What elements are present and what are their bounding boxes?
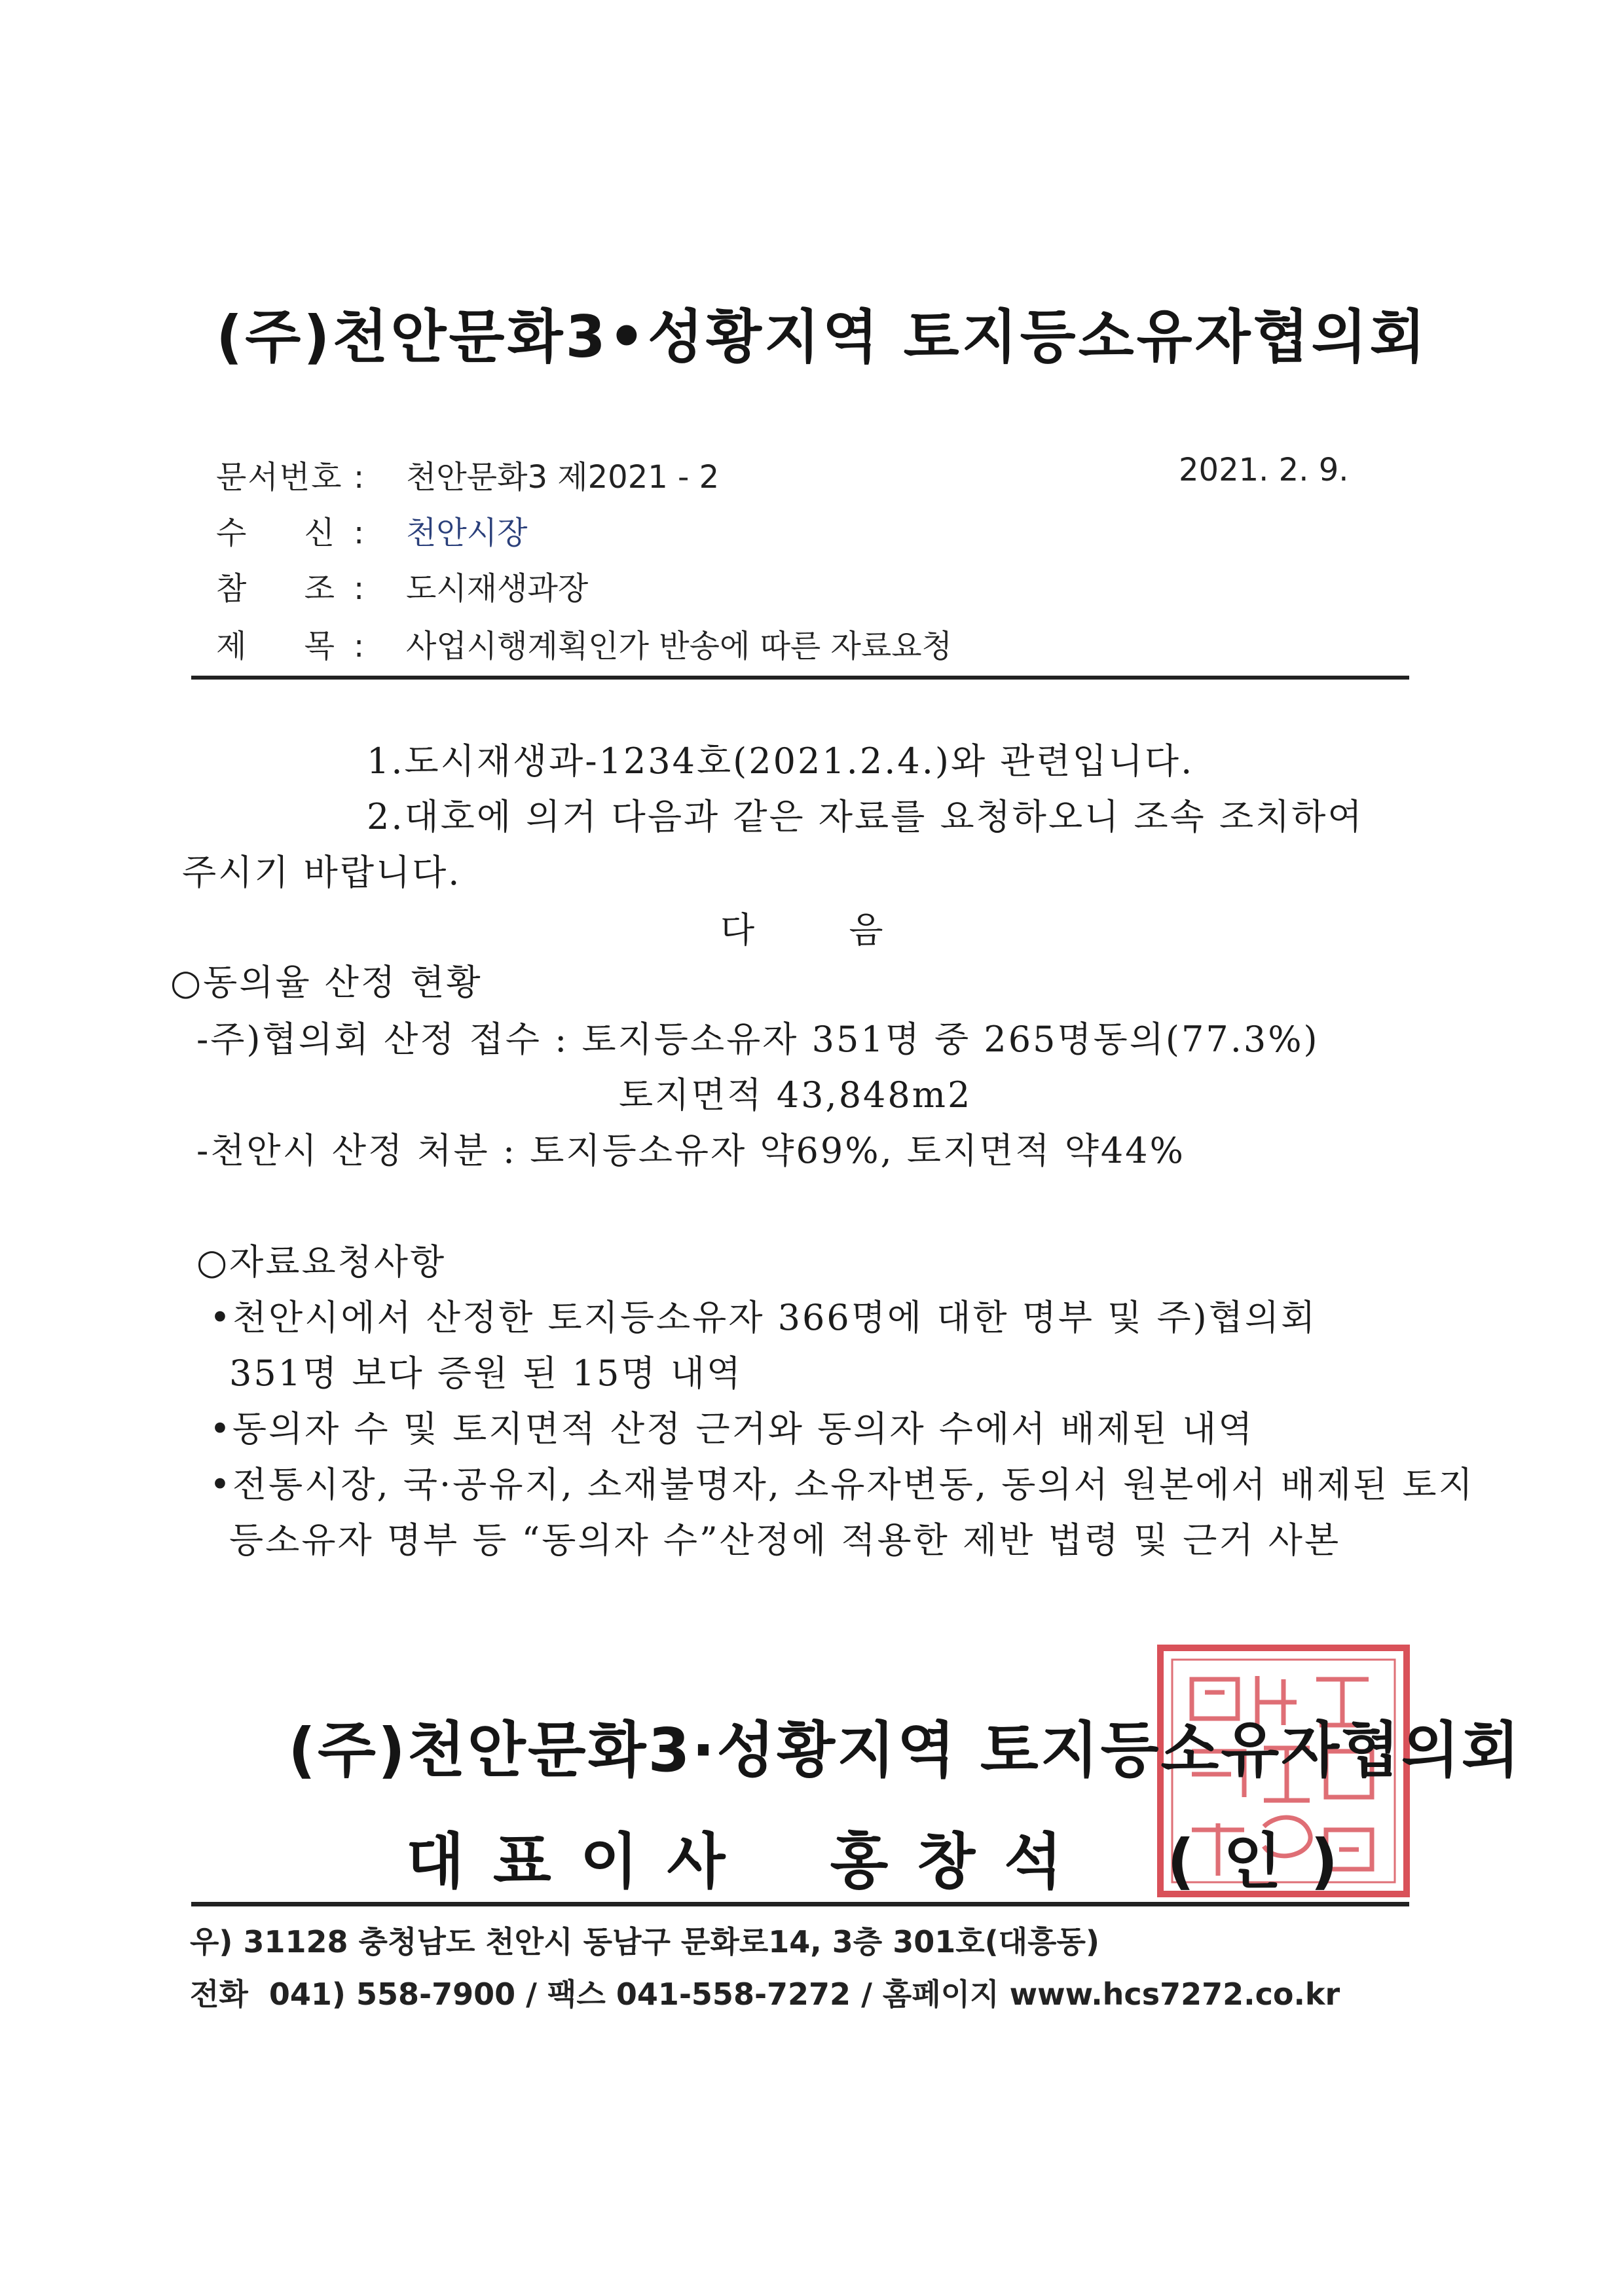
- request-item-1-line-1: •천안시에서 산정한 토지등소유자 366명에 대한 명부 및 주)협의회: [210, 1297, 1318, 1338]
- reference-row: 참 조 : 도시재생과장: [216, 563, 588, 608]
- header-divider: [191, 676, 1409, 680]
- body-paragraph-1: 1.도시재생과-1234호(2021.2.4.)와 관련입니다.: [367, 740, 1194, 782]
- recipient-row: 수 신 : 천안시장: [216, 507, 527, 553]
- recipient-label: 수 신: [216, 515, 337, 551]
- footer-contact: 전화 041) 558-7900 / 팩스 041-558-7272 / 홈페이지 www.hcs7272.co.kr: [190, 1977, 1340, 2012]
- subject-value: 사업시행계획인가 반송에 따른 자료요청: [406, 628, 953, 665]
- request-item-3-line-2: 등소유자 명부 등 “동의자 수”산정에 적용한 제반 법령 및 근거 사본: [229, 1520, 1341, 1561]
- footer-organization-name: (주)천안문화3·성황지역 토지등소유자협의회: [288, 1715, 1522, 1785]
- section-data-request: ○자료요청사항: [196, 1241, 447, 1283]
- doc-number-row: 문서번호 : 천안문화3 제2021 - 2: [216, 452, 719, 497]
- doc-date: 2021. 2. 9.: [1179, 452, 1349, 488]
- request-item-2: •동의자 수 및 토지면적 산정 근거와 동의자 수에서 배제된 내역: [210, 1408, 1255, 1449]
- consent-item-city: -천안시 산정 처분 : 토지등소유자 약69%, 토지면적 약44%: [196, 1130, 1185, 1171]
- footer-representative: 대표이사 홍창석 (인): [406, 1827, 1367, 1897]
- subject-row: 제 목 : 사업시행계획인가 반송에 따른 자료요청: [216, 621, 952, 666]
- doc-number-value: 천안문화3 제2021 - 2: [406, 459, 720, 496]
- body-paragraph-2-line-1: 2.대호에 의거 다음과 같은 자료를 요청하오니 조속 조치하여: [367, 796, 1364, 837]
- recipient-value: 천안시장: [406, 515, 528, 551]
- body-heading: 다 음: [720, 909, 885, 951]
- consent-item-association: -주)협의회 산정 접수 : 토지등소유자 351명 중 265명동의(77.3%): [196, 1019, 1320, 1060]
- consent-item-association-area: 토지면적 43,848m2: [619, 1074, 972, 1116]
- subject-label: 제 목: [216, 628, 337, 665]
- footer-divider: [191, 1902, 1409, 1906]
- body-paragraph-2-line-2: 주시기 바랍니다.: [182, 852, 462, 893]
- section-consent-rate: ○동의율 산정 현황: [170, 962, 483, 1003]
- document-title: (주)천안문화3•성황지역 토지등소유자협의회: [216, 303, 1428, 371]
- request-item-1-line-2: 351명 보다 증원 된 15명 내역: [229, 1353, 743, 1394]
- request-item-3-line-1: •전통시장, 국·공유지, 소재불명자, 소유자변동, 동의서 원본에서 배제된 토지: [210, 1464, 1475, 1505]
- reference-label: 참 조: [216, 570, 337, 607]
- reference-value: 도시재생과장: [406, 570, 589, 607]
- footer-address: 우) 31128 충청남도 천안시 동남구 문화로14, 3층 301호(대흥동): [190, 1924, 1100, 1959]
- doc-number-label: 문서번호: [216, 459, 343, 496]
